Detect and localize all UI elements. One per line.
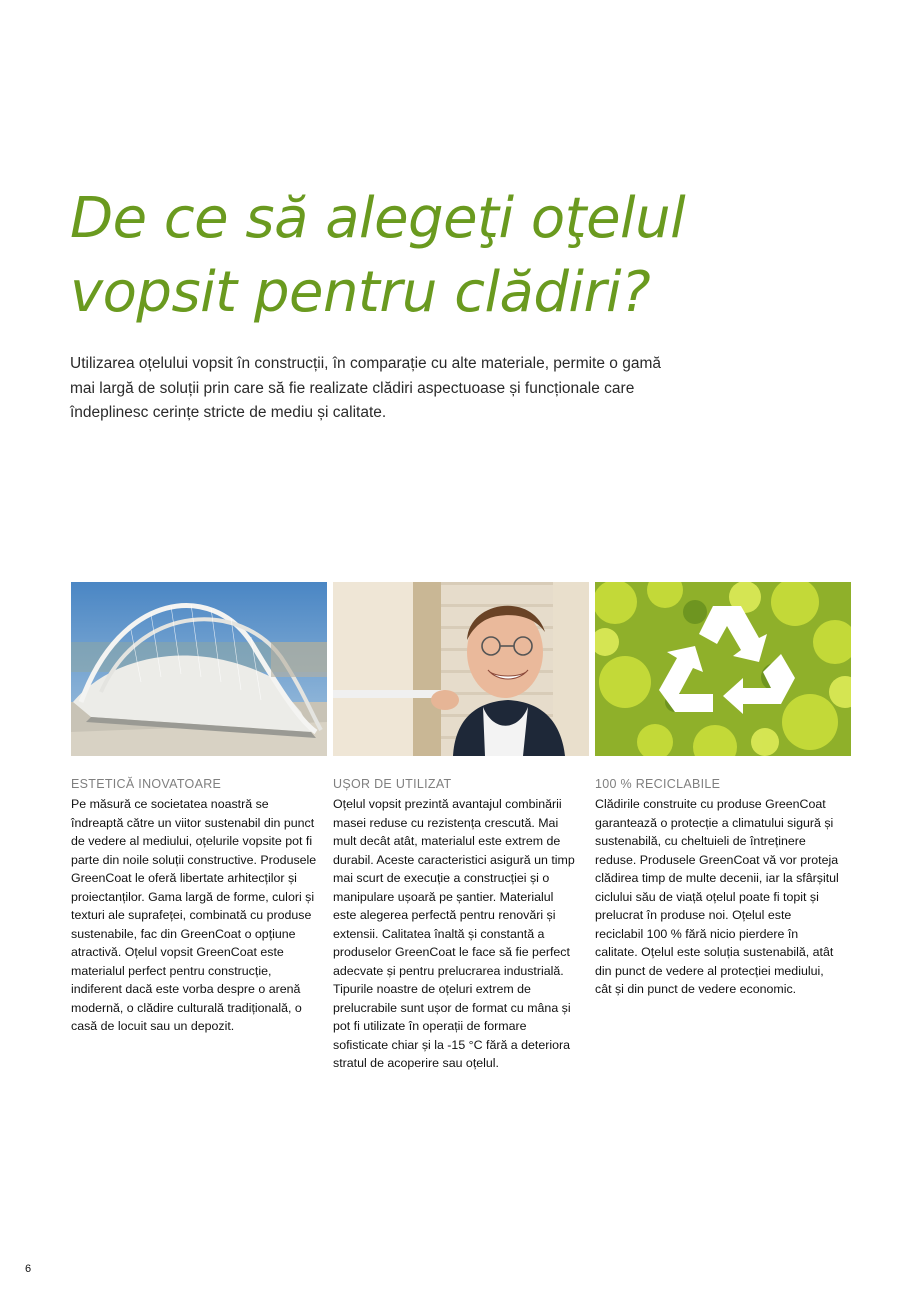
feature-column-easy-to-use xyxy=(333,582,589,1073)
intro-paragraph: Utilizarea oțelului vopsit în construcții, în comparație cu alte materiale, permite o gamă mai largă de soluții prin care să fie realizate clădiri aspectuoase și funcționale care îndeplinesc cerințe stricte de mediu și calitate. xyxy=(70,355,661,421)
page-title-line-1: De ce să alegeţi oţelul xyxy=(70,186,686,251)
stadium-arch-photo xyxy=(71,582,327,756)
column-body: Pe măsură ce societatea noastră se îndreaptă către un viitor sustenabil din punct de vedere al mediului, oțelurile vopsite pot fi parte din noile soluții constructive. Produsele GreenCoat le oferă libertate arhitecților și proiectanților. Gama largă de forme, culori și texturi ale suprafeței, combinată cu produse sustenabile, fac din GreenCoat o opțiune atractivă. Oțelul vopsit GreenCoat este materialul perfect pentru construcție, indiferent dacă este vorba despre o arenă modernă, o clădire culturală tradițională, o casă de locuit sau un depozit. xyxy=(71,797,317,1033)
feature-column-recyclable xyxy=(595,582,851,999)
page-title xyxy=(70,182,770,330)
page-number: 6 xyxy=(25,1263,32,1275)
smiling-worker-photo xyxy=(333,582,589,756)
feature-column-aesthetics xyxy=(71,582,327,1036)
page-title-line-2: vopsit pentru clădiri? xyxy=(70,260,651,325)
column-body: Clădirile construite cu produse GreenCoat garantează o protecție a climatului sigură și sustenabilă, cu cheltuieli de întreținere reduse. Produsele GreenCoat vă vor proteja clădirea timp de multe decenii, iar la sfârșitul ciclului său de viață oțelul poate fi topit și prelucrat în produse noi. Oțelul este reciclabil 100 % fără nicio pierdere în calitate. Oțelul este soluția sustenabilă, atât din punct de vedere al protecției mediului, cât și din punct de vedere economic. xyxy=(595,797,839,996)
recycle-leaves-photo xyxy=(595,582,851,756)
column-heading: ESTETICĂ INOVATOARE xyxy=(71,777,222,791)
column-heading: 100 % RECICLABILE xyxy=(595,777,721,791)
column-body: Oțelul vopsit prezintă avantajul combinării masei reduse cu rezistența crescută. Mai mult decât atât, materialul este extrem de durabil. Aceste caracteristici asigură un timp mai scurt de execuție a construcției și o manipulare ușoară pe șantier. Materialul este alegerea perfectă pentru renovări și extensii. Calitatea înaltă și constantă a produselor GreenCoat le face să fie perfect adecvate și pentru prelucrarea industrială. Tipurile noastre de oțeluri extrem de prelucrabile sunt ușor de format cu mâna și pot fi utilizate în operații de formare sofisticate chiar și la -15 °C fără a deteriora stratul de acoperire sau oțelul. xyxy=(333,797,575,1070)
column-heading: UȘOR DE UTILIZAT xyxy=(333,777,452,791)
